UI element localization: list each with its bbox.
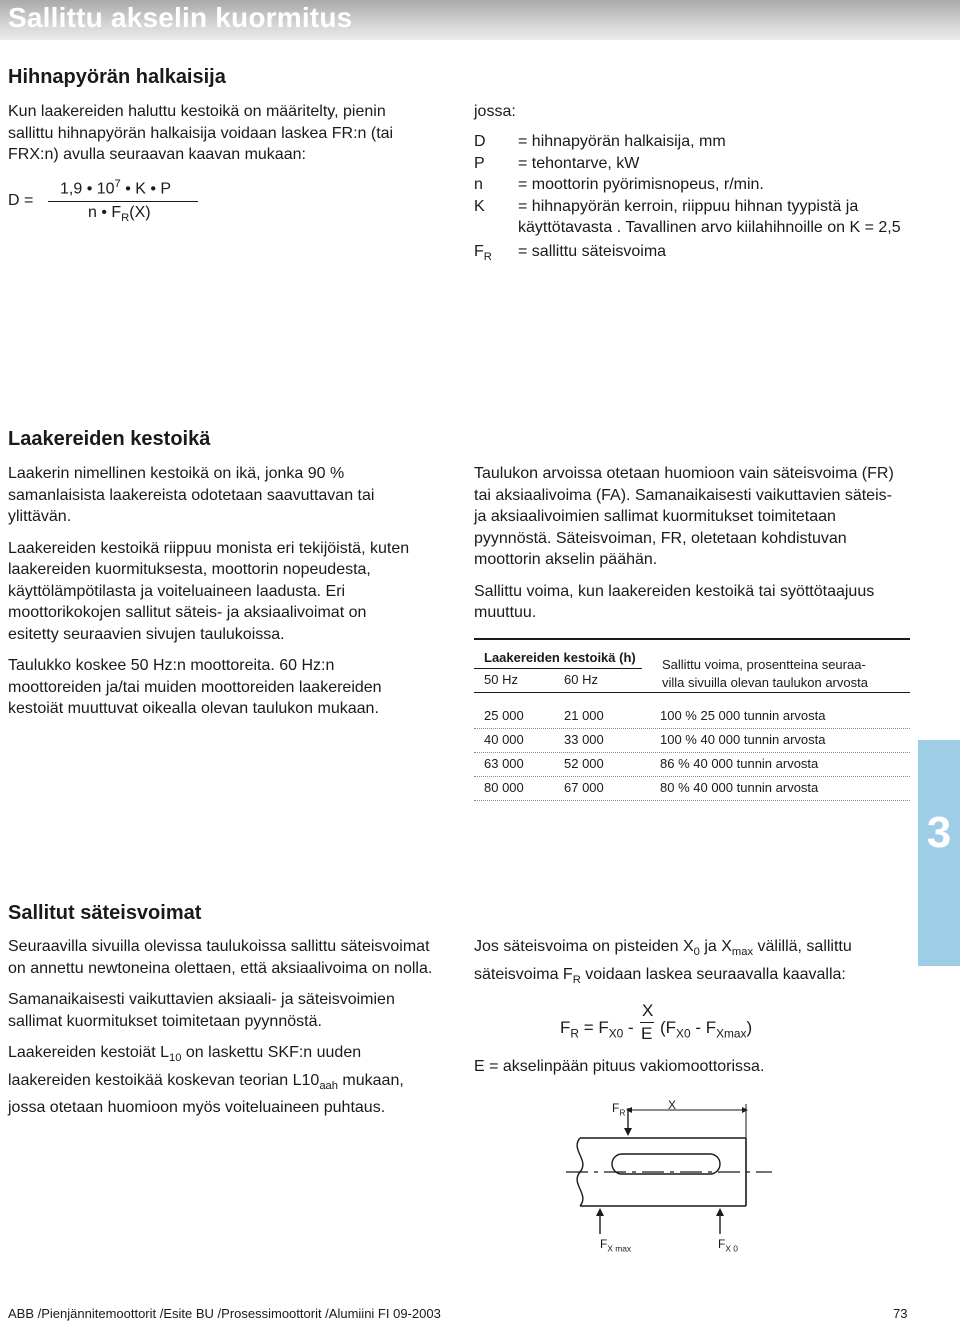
table-row xyxy=(474,753,910,776)
table-header-right xyxy=(662,656,868,692)
definition-symbol: K xyxy=(474,197,485,215)
definition-row xyxy=(474,131,914,153)
formula-lhs: D = xyxy=(8,192,34,209)
radial-text-part: Laakereiden kestoiät L xyxy=(8,1044,169,1061)
fr-frac-den: E xyxy=(641,1024,653,1043)
fr-frac-line xyxy=(640,1022,654,1023)
fr-frac-num: X xyxy=(642,1001,654,1020)
shaft-diagram xyxy=(560,1090,800,1262)
section-tab-number: 3 xyxy=(926,808,952,857)
table-row xyxy=(474,729,910,752)
definition-symbol: P xyxy=(474,154,485,172)
radial-text-part: mukaan, jossa otetaan huomioon myös voiteluaineen puhtaus. xyxy=(8,1071,404,1117)
x-dimension-arrow-left xyxy=(626,1107,632,1113)
cell-60hz: 52 000 xyxy=(564,756,604,771)
footer-text: ABB /Pienjännitemoottorit /Esite BU /Prosessimoottorit /Alumiini FI 09-2003 xyxy=(8,1306,441,1321)
table-subheader-rule xyxy=(474,668,642,669)
cell-50hz: 63 000 xyxy=(484,756,524,771)
radial-right-part: voidaan laskea seuraavalla kaavalla: xyxy=(580,965,846,983)
fr-arrow-head xyxy=(624,1128,632,1136)
definition-symbol-sub: R xyxy=(483,250,492,263)
table-col-50hz: 50 Hz xyxy=(484,672,518,687)
definition-symbol-base: F xyxy=(474,242,484,260)
e-definition: E = akselinpään pituus vakiomoottorissa. xyxy=(474,1058,765,1075)
table-header-right-line: villa sivuilla olevan taulukon arvosta xyxy=(662,675,868,690)
fxmax-label-base: F xyxy=(600,1237,608,1251)
definition-text: = hihnapyörän kerroin, riippuu hihnan tyypistä ja käyttötavasta . Tavallinen arvo kiilahihnoille on K = 2,5 xyxy=(518,197,901,236)
definition-row xyxy=(474,153,914,175)
radial-right-part: ja X xyxy=(699,938,732,955)
definition-text: = moottorin pyörimisnopeus, r/min. xyxy=(518,176,764,193)
pulley-intro: Kun laakereiden haluttu kestoikä on määritelty, pienin sallittu hihnapyörän halkaisija voidaan laskea FR:n (tai FRX:n) avulla seuraavan kaavan mukaan: xyxy=(8,103,394,163)
numerator-rest: • K • P xyxy=(120,180,172,198)
radial-left-text xyxy=(8,936,438,1129)
fx0-label xyxy=(718,1237,738,1253)
radial-heading: Sallitut säteisvoimat xyxy=(8,902,202,924)
x-dimension-arrow-right xyxy=(742,1107,748,1113)
table-row xyxy=(474,777,910,800)
shaft-keyway xyxy=(612,1154,720,1174)
lifetime-right-text xyxy=(474,463,906,634)
x-label: X xyxy=(668,1098,677,1112)
definition-row xyxy=(474,241,914,269)
definition-symbol: n xyxy=(474,176,483,193)
numerator-exp: 7 xyxy=(114,178,121,190)
fr-formula-sub: Xmax xyxy=(716,1026,747,1041)
pulley-heading: Hihnapyörän halkaisija xyxy=(8,66,226,88)
cell-percent: 100 % 40 000 tunnin arvosta xyxy=(660,732,826,747)
formula-denominator xyxy=(88,204,151,224)
lifetime-heading: Laakereiden kestoikä xyxy=(8,428,211,450)
radial-right-sub: max xyxy=(731,946,754,959)
definition-text: = hihnapyörän halkaisija, mm xyxy=(518,133,726,150)
formula-numerator xyxy=(60,178,171,198)
fx0-label-sub: X 0 xyxy=(725,1243,738,1254)
fxmax-label xyxy=(600,1237,631,1253)
lifetime-paragraph: Laakereiden kestoikä riippuu monista eri tekijöistä, kuten laakereiden kuormituksesta, moottorin nopeudesta, käyttölämpötilasta ja voiteluaineen laadusta. Eri moottorikokojen sallitut säteis- ja aksiaalivoimat on esitetty seuraavien sivujen taulukoissa. xyxy=(8,539,410,643)
lifetime-paragraph: Taulukko koskee 50 Hz:n moottoreita. 60 Hz:n moottoreiden ja/tai muiden moottoreiden laakereiden kestoiät muuttuvat oikealla olevan taulukon mukaan. xyxy=(8,657,382,717)
denominator-rest: (X) xyxy=(129,204,151,221)
cell-percent: 86 % 40 000 tunnin arvosta xyxy=(660,756,819,771)
fr-formula-part: - F xyxy=(690,1018,717,1037)
fx0-label-base: F xyxy=(718,1237,726,1251)
table-bottom-rule xyxy=(474,800,910,801)
radial-right-part: Jos säteisvoima on pisteiden X xyxy=(474,938,694,955)
lifetime-paragraph: Taulukon arvoissa otetaan huomioon vain säteisvoima (FR) tai aksiaalivoima (FA). Samanaikaisesti vaikuttavien säteis- ja aksiaalivoimien sallimat kuormitukset toimitetaan pyynnöstä. Säteisvoiman, FR, oletetaan kohdistuvan moottorin akselin päähän. xyxy=(474,465,894,568)
radial-paragraph: Samanaikaisesti vaikuttavien aksiaali- ja säteisvoimien sallimat kuormitukset toimitetaan pyynnöstä. xyxy=(8,991,395,1030)
cell-60hz: 67 000 xyxy=(564,780,604,795)
table-col-60hz: 60 Hz xyxy=(564,672,598,687)
table-row xyxy=(474,705,910,728)
denominator-base: n • F xyxy=(88,204,122,221)
fr-formula-part: (F xyxy=(660,1018,677,1037)
radial-paragraph xyxy=(8,1042,438,1119)
radial-right-text xyxy=(474,936,910,991)
definition-list xyxy=(474,131,914,268)
radial-right-sub: 0 xyxy=(693,946,700,959)
definition-symbol: D xyxy=(474,133,486,150)
cell-percent: 100 % 25 000 tunnin arvosta xyxy=(660,708,826,723)
cell-60hz: 33 000 xyxy=(564,732,604,747)
denominator-sub: R xyxy=(121,212,130,225)
page-number: 73 xyxy=(893,1306,908,1321)
table-header xyxy=(474,640,910,692)
definition-symbol xyxy=(474,241,518,269)
fr-formula-part: = F xyxy=(578,1018,609,1037)
radial-text-part: 10 xyxy=(301,1071,320,1089)
fr-label xyxy=(612,1101,625,1117)
cell-60hz: 21 000 xyxy=(564,708,604,723)
fxmax-label-sub: X max xyxy=(607,1243,632,1254)
lifetime-table xyxy=(474,638,910,801)
fr-formula-sub: X0 xyxy=(676,1026,691,1041)
radial-paragraph: Seuraavilla sivuilla olevissa taulukoissa sallittu säteisvoimat on annettu newtoneina olettaen, että aksiaalivoima on nolla. xyxy=(8,938,433,977)
lifetime-left-text xyxy=(8,463,420,730)
cell-percent: 80 % 40 000 tunnin arvosta xyxy=(660,780,819,795)
fr-label-sub: R xyxy=(619,1107,626,1118)
fxmax-arrow-head xyxy=(596,1208,604,1216)
numerator-base: 1,9 • 10 xyxy=(60,180,115,198)
fr-formula-part: F xyxy=(560,1018,571,1037)
definition-text: = sallittu säteisvoima xyxy=(518,242,667,260)
fr-formula-left xyxy=(560,1018,634,1040)
definition-row xyxy=(474,174,914,196)
fx0-arrow-head xyxy=(716,1208,724,1216)
lifetime-paragraph: Sallittu voima, kun laakereiden kestoikä tai syöttötaajuus muuttuu. xyxy=(474,582,875,621)
radial-right-sub: R xyxy=(572,973,581,986)
radial-right-part: välillä, sallittu säteisvoima F xyxy=(474,938,852,983)
page-title: Sallittu akselin kuormitus xyxy=(8,2,353,33)
radial-text-sub: 10 xyxy=(169,1052,182,1065)
fr-formula-part: - xyxy=(623,1018,634,1037)
lifetime-paragraph: Laakerin nimellinen kestoikä on ikä, jonka 90 % samanlaisista laakereista odotetaan saavuttavan tai ylittävän. xyxy=(8,465,375,525)
fr-formula-sub: R xyxy=(570,1026,579,1041)
fr-formula-sub: X0 xyxy=(608,1026,624,1041)
definition-row xyxy=(474,196,914,239)
radial-text-part: on laskettu SKF:n uuden laakereiden kestoikää koskevan teorian L xyxy=(8,1044,362,1089)
table-header-right-line: Sallittu voima, prosentteina seuraa- xyxy=(662,657,866,672)
radial-text-sub: aah xyxy=(319,1079,338,1092)
table-header-group: Laakereiden kestoikä (h) xyxy=(484,650,636,665)
fr-formula-part: ) xyxy=(746,1018,753,1037)
jossa-label: jossa: xyxy=(474,103,516,120)
formula-fraction-line xyxy=(48,201,198,202)
fr-label-base: F xyxy=(612,1101,620,1115)
cell-50hz: 40 000 xyxy=(484,732,524,747)
definition-text: = tehontarve, kW xyxy=(518,154,640,172)
cell-50hz: 25 000 xyxy=(484,708,524,723)
cell-50hz: 80 000 xyxy=(484,780,524,795)
fr-formula-paren xyxy=(660,1018,752,1040)
